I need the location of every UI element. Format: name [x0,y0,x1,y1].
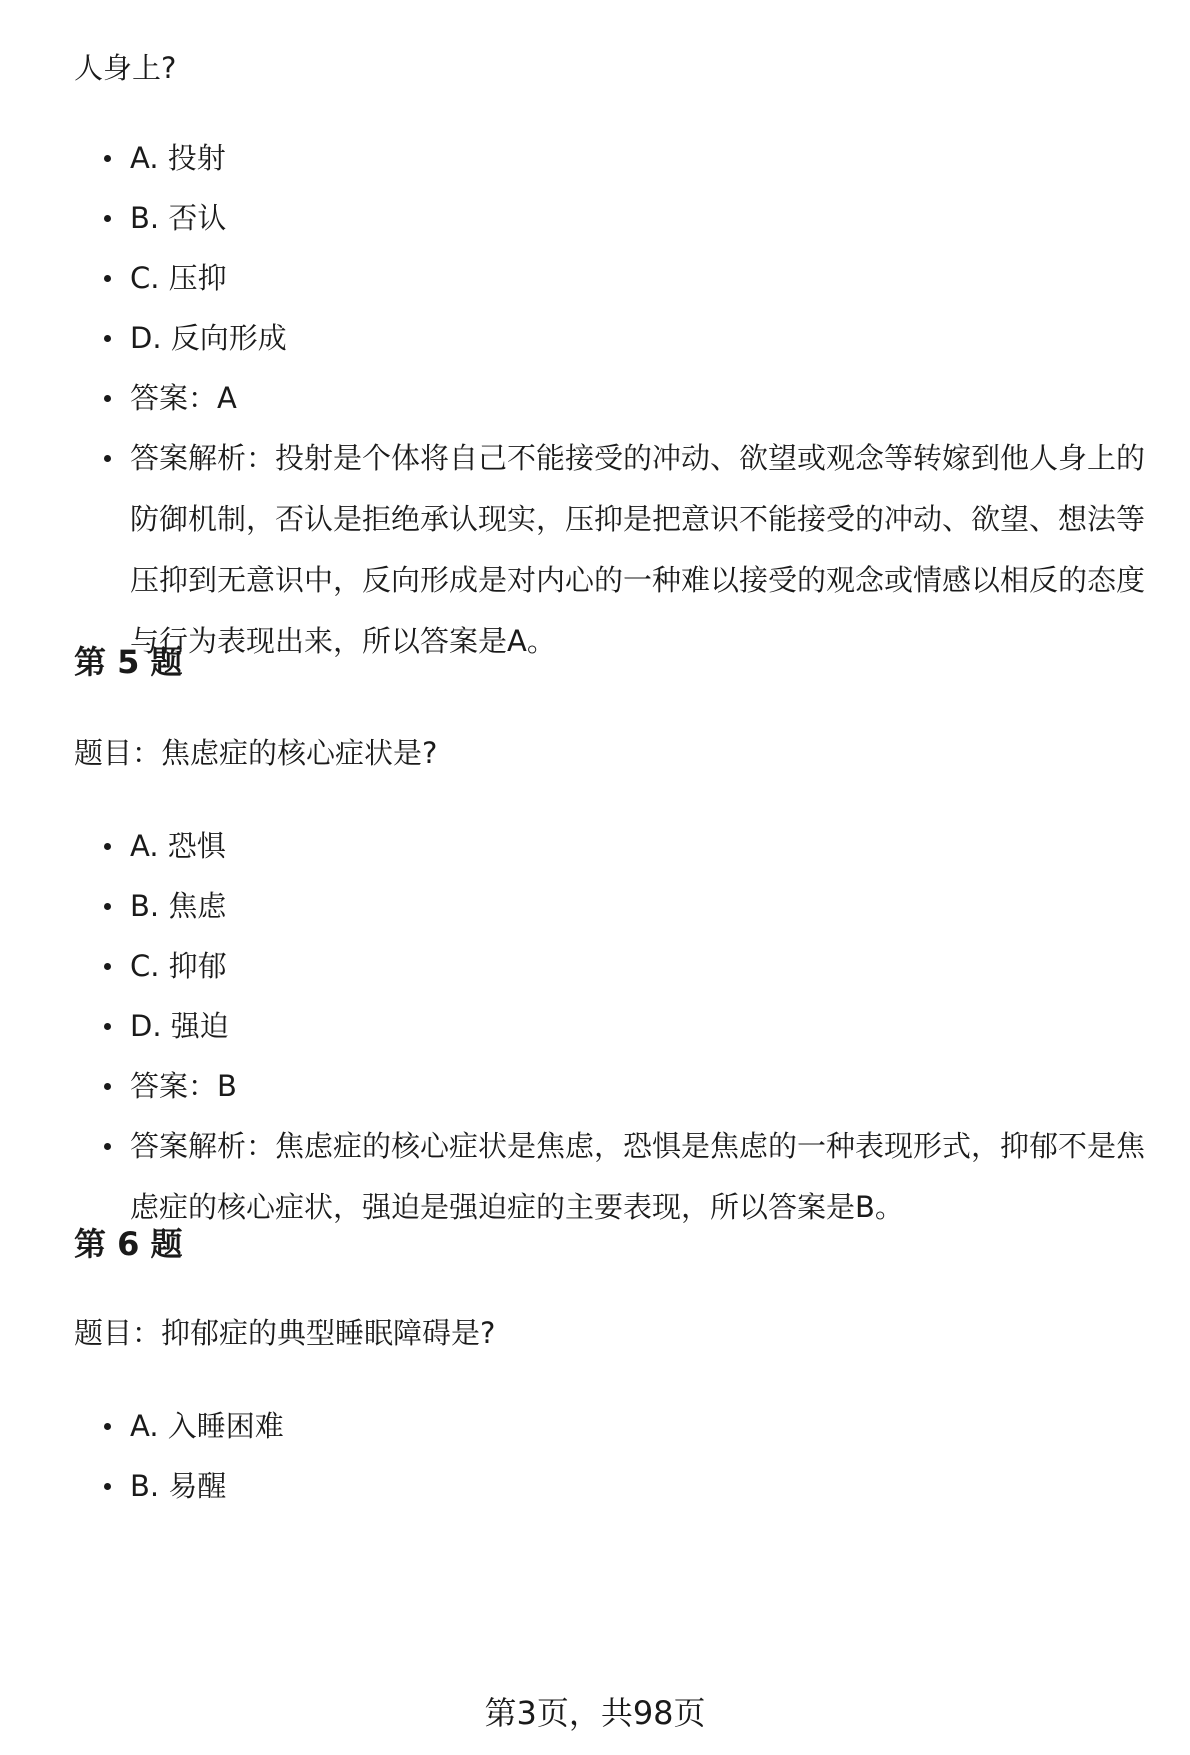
q6-question: 题目：抑郁症的典型睡眠障碍是? [74,1316,496,1350]
q6-list [74,1396,1164,1516]
q6-heading: 第 6 题 [74,1225,183,1263]
q5-option-a: A. 恐惧 [74,816,1164,876]
q4-explanation: 答案解析：投射是个体将自己不能接受的冲动、欲望或观念等转嫁到他人身上的防御机制，否认是拒绝承认现实，压抑是把意识不能接受的冲动、欲望、想法等压抑到无意识中，反向形成是对内心的一种难以接受的观念或情感以相反的态度与行为表现出来，所以答案是A。 [74,428,1164,672]
q4-list [74,128,1164,672]
question-continuation: 人身上? [74,51,177,85]
q4-option-a: A. 投射 [74,128,1164,188]
q5-question: 题目：焦虑症的核心症状是? [74,736,438,770]
q5-option-c: C. 抑郁 [74,936,1164,996]
q4-option-b: B. 否认 [74,188,1164,248]
q5-option-b: B. 焦虑 [74,876,1164,936]
page-footer: 第3页，共98页 [484,1694,706,1732]
q5-heading: 第 5 题 [74,643,183,681]
q5-answer: 答案：B [74,1056,1164,1116]
q6-option-b: B. 易醒 [74,1456,1164,1516]
q5-list [74,816,1164,1238]
q4-option-d: D. 反向形成 [74,308,1164,368]
q4-option-c: C. 压抑 [74,248,1164,308]
q5-explanation: 答案解析：焦虑症的核心症状是焦虑，恐惧是焦虑的一种表现形式，抑郁不是焦虑症的核心症状，强迫是强迫症的主要表现，所以答案是B。 [74,1116,1164,1238]
q5-option-d: D. 强迫 [74,996,1164,1056]
q6-option-a: A. 入睡困难 [74,1396,1164,1456]
q4-answer: 答案：A [74,368,1164,428]
